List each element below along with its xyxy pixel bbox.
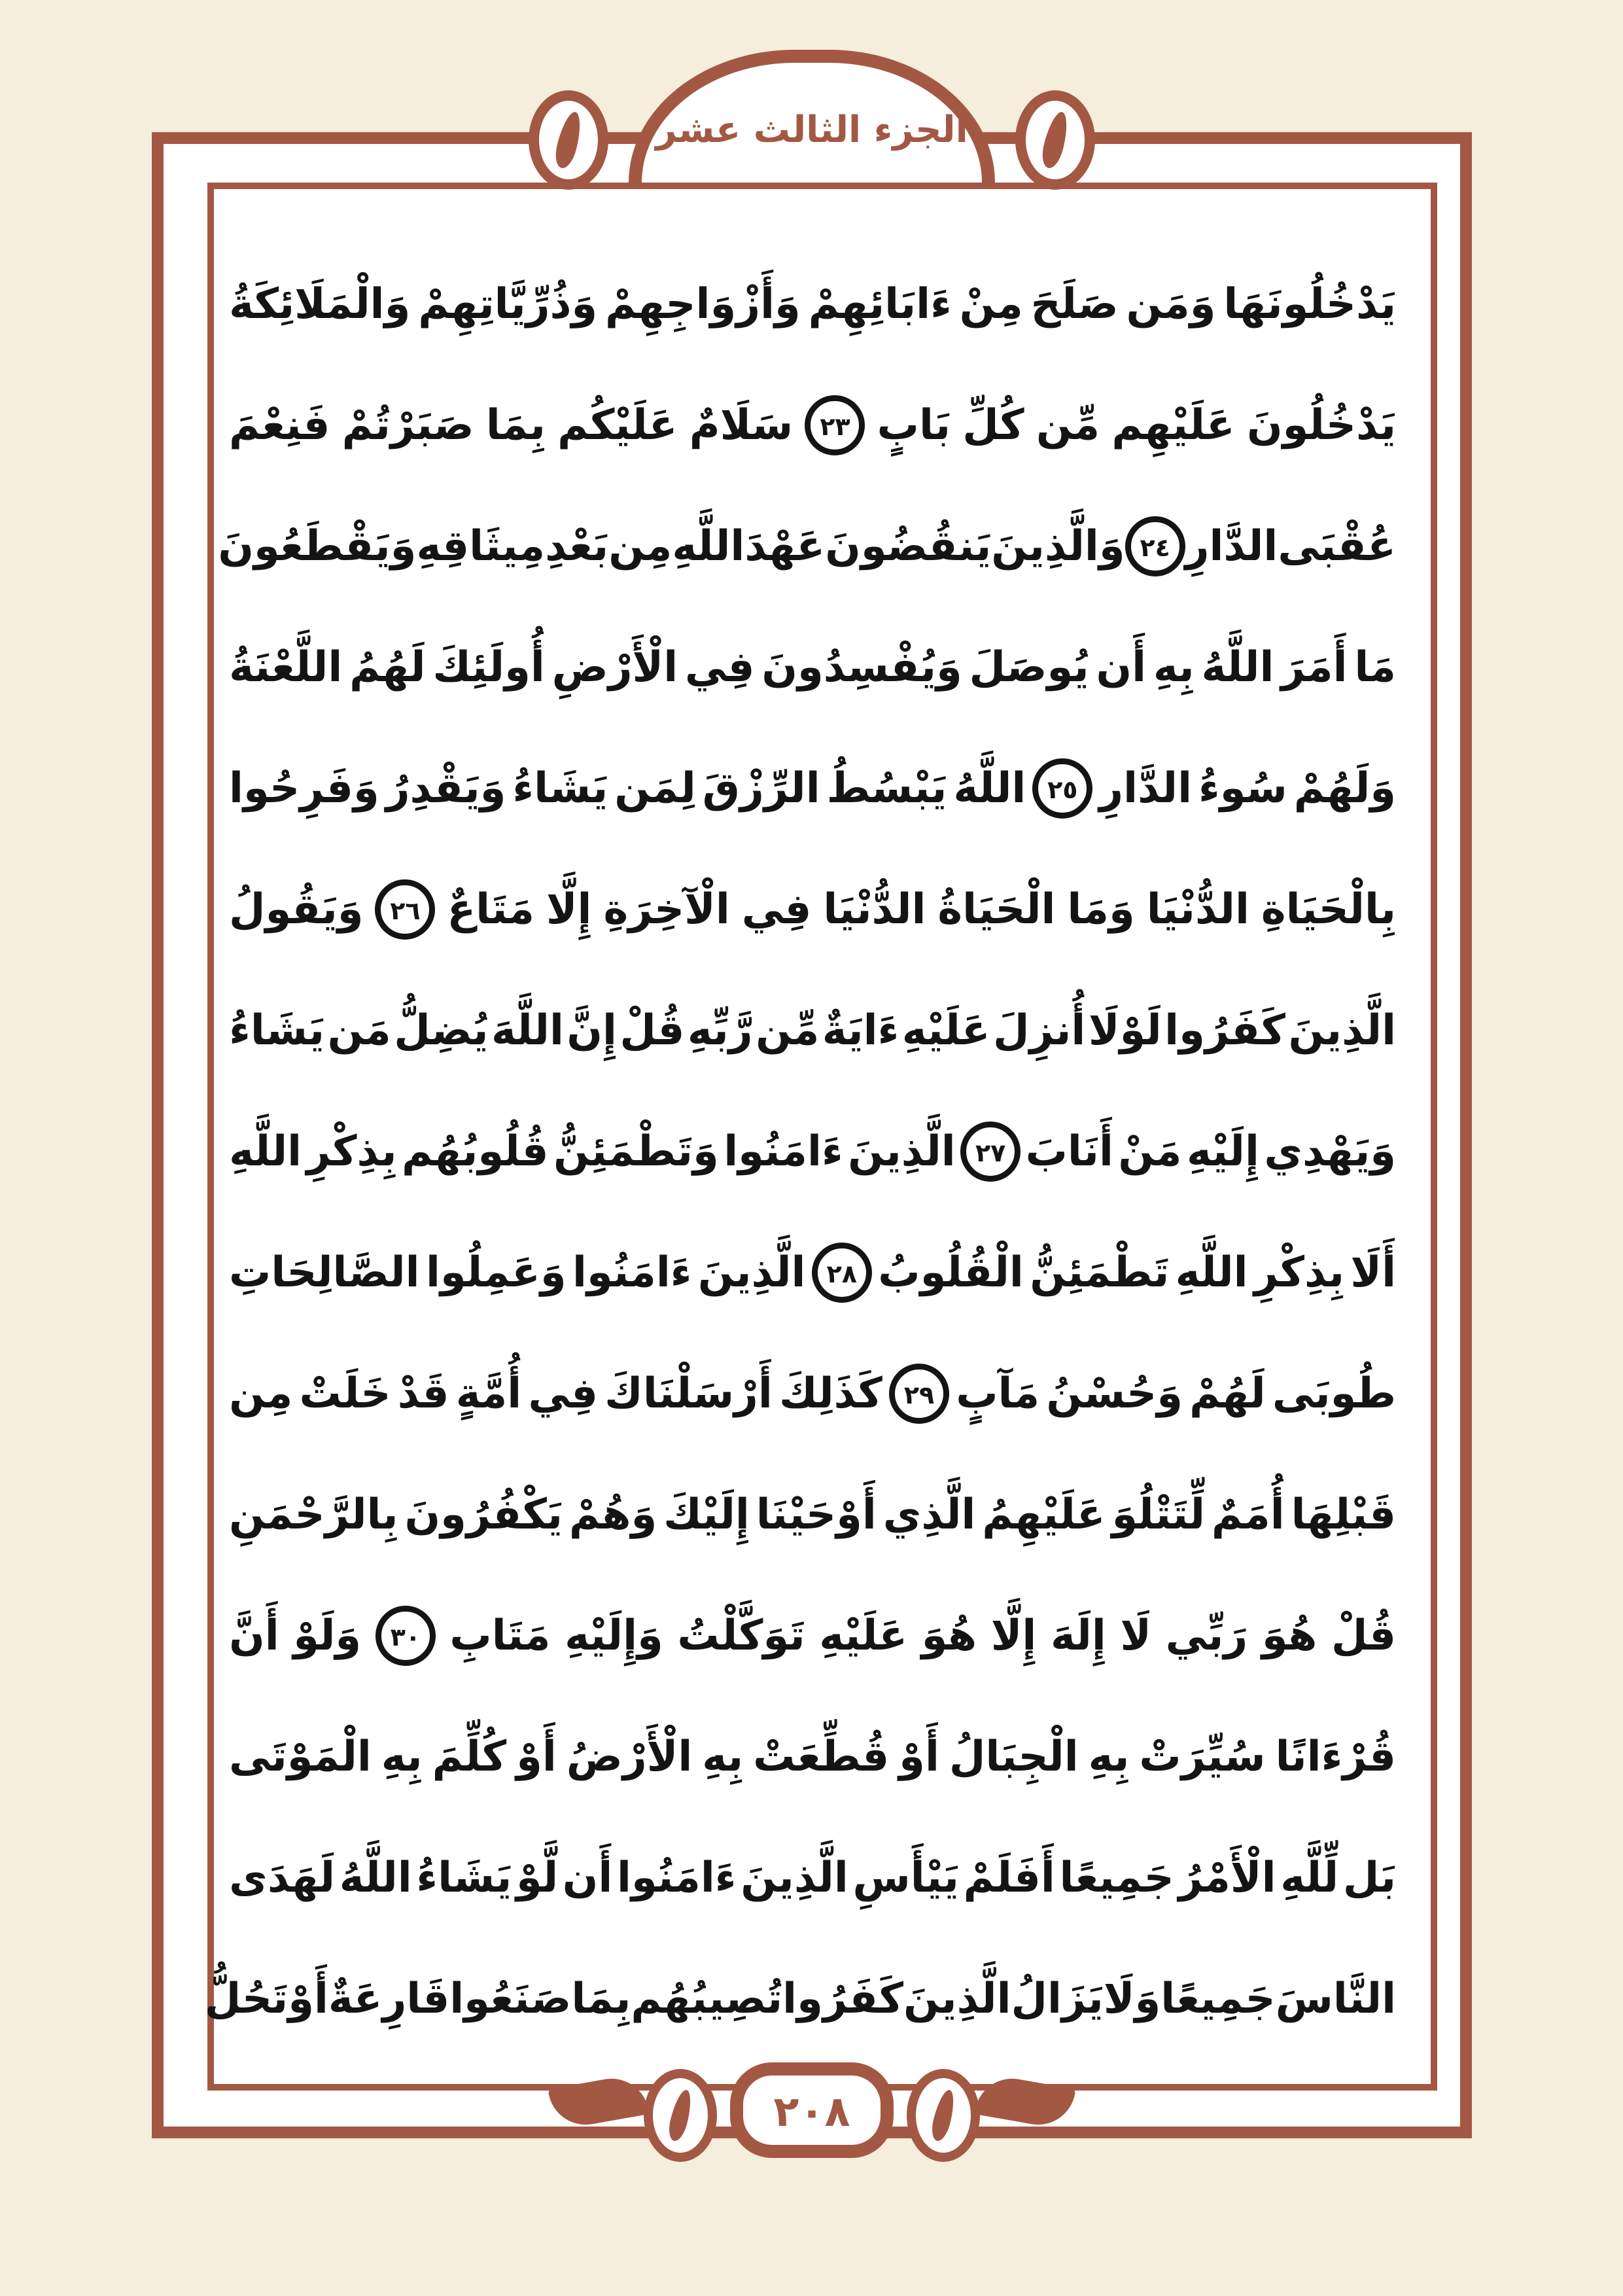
quran-line bbox=[229, 1333, 1396, 1454]
quran-line bbox=[229, 1696, 1396, 1817]
quran-word: يَنقُضُونَ bbox=[825, 521, 992, 571]
quran-word: الْأَمْرُ bbox=[1178, 1853, 1276, 1902]
quran-word: ءَامَنُوا bbox=[572, 1248, 692, 1297]
quran-word: الْأَرْضُ bbox=[566, 1732, 693, 1781]
quran-word: رَّبِّهِ bbox=[687, 1006, 753, 1055]
quran-word: سَلَامٌ bbox=[689, 400, 794, 450]
quran-word: فَنِعْمَ bbox=[229, 400, 330, 450]
quran-word: مِّن bbox=[756, 1006, 820, 1055]
quran-word: الدَّارِ bbox=[1185, 521, 1278, 571]
quran-word: بِهِ bbox=[702, 1732, 744, 1781]
quran-word: مَنْ bbox=[1118, 1127, 1182, 1176]
quran-word: أَن bbox=[1096, 643, 1147, 692]
quran-word: مِّن bbox=[1036, 400, 1100, 450]
quran-word: كَفَرُوا bbox=[782, 1974, 903, 2023]
ayah-marker: ٢٤ bbox=[1125, 516, 1185, 576]
teardrop-icon bbox=[552, 110, 585, 171]
quran-word: تَوَكَّلْتُ bbox=[677, 1611, 805, 1660]
quran-word: الَّذِينَ bbox=[697, 1248, 806, 1297]
quran-word: يَيْأَسِ bbox=[852, 1853, 959, 1902]
quran-word: ءَامَنُوا bbox=[617, 1853, 737, 1902]
ayah-marker: ٢٧ bbox=[960, 1122, 1021, 1182]
quran-word: وَالَّذِينَ bbox=[991, 521, 1125, 571]
quran-word: لَهَدَى bbox=[229, 1853, 336, 1902]
quran-word: مَن bbox=[327, 1006, 391, 1055]
quran-word: تَحُلُّ bbox=[204, 1974, 288, 2023]
teardrop-icon bbox=[929, 2088, 958, 2143]
quran-word: الدَّارِ bbox=[1099, 764, 1192, 813]
quran-word: وَعَمِلُوا bbox=[426, 1248, 567, 1297]
quran-word: الْآخِرَةِ bbox=[603, 885, 730, 934]
quran-word: اللَّهِ bbox=[672, 521, 745, 571]
page-number-cartouche bbox=[730, 2062, 894, 2158]
quran-word: إِنَّ bbox=[567, 1006, 617, 1055]
quran-line bbox=[229, 1212, 1396, 1333]
quran-word: لِمَن bbox=[614, 764, 696, 813]
quran-word: بِهِ bbox=[1153, 643, 1195, 692]
quran-word: الْمَوْتَى bbox=[229, 1732, 372, 1781]
quran-word: عَلَيْكُم bbox=[557, 400, 678, 450]
quran-word: لَا bbox=[1120, 1611, 1152, 1660]
quran-line bbox=[229, 1091, 1396, 1212]
quran-word: الَّذِينَ bbox=[848, 1127, 956, 1176]
ayah-marker: ٣٠ bbox=[375, 1606, 436, 1666]
quran-word: يَدْخُلُونَهَا bbox=[1223, 279, 1396, 328]
quran-word: قُطِّعَتْ bbox=[753, 1732, 890, 1781]
quran-word: بَابٍ bbox=[877, 400, 951, 450]
quran-word: قَارِعَةٌ bbox=[328, 1974, 450, 2023]
quran-word: كُلِّمَ bbox=[432, 1732, 507, 1781]
quran-word: الَّذِينَ bbox=[741, 1853, 848, 1902]
quran-word: طُوبَى bbox=[1272, 1369, 1396, 1418]
quran-word: قُلْ bbox=[620, 1006, 685, 1055]
quran-word: وَيُفْسِدُونَ bbox=[761, 643, 962, 692]
quran-word: وَلَوْ bbox=[293, 1611, 362, 1660]
quran-word: أَن bbox=[562, 1853, 613, 1902]
quran-word: عَلَيْهِ bbox=[901, 1006, 990, 1055]
teardrop-icon bbox=[666, 2088, 695, 2143]
quran-word: وَلَهُمْ bbox=[1293, 764, 1396, 813]
quran-word: وَمَا bbox=[1067, 885, 1135, 934]
ayah-marker: ٢٣ bbox=[805, 395, 865, 455]
quran-word: أُولَئِكَ bbox=[432, 643, 545, 692]
quran-word: ءَابَائِهِمْ bbox=[808, 279, 952, 328]
quran-word: سُيِّرَتْ bbox=[1139, 1732, 1266, 1781]
quran-word: بِذِكْرِ bbox=[1253, 1248, 1344, 1297]
quran-word: مِيثَاقِهِ bbox=[416, 521, 546, 571]
quran-word: يَشَاءُ bbox=[416, 1853, 512, 1902]
ayah-marker: ٢٥ bbox=[1032, 758, 1092, 819]
quran-word: عَلَيْهِمُ bbox=[982, 1490, 1106, 1539]
quran-word: الدُّنْيَا bbox=[823, 885, 926, 934]
quran-word: هُوَ bbox=[1261, 1611, 1318, 1660]
quran-word: وَإِلَيْهِ bbox=[565, 1611, 663, 1660]
quran-word: بَل bbox=[1342, 1853, 1396, 1902]
quran-word: وَالْمَلَائِكَةُ bbox=[229, 279, 411, 328]
quran-word: قَدْ bbox=[397, 1369, 449, 1418]
quran-word: هُوَ bbox=[921, 1611, 977, 1660]
quran-word: عَلَيْهِ bbox=[819, 1611, 908, 1660]
quran-word: الصَّالِحَاتِ bbox=[229, 1248, 420, 1297]
quran-word: يَشَاءُ bbox=[512, 764, 608, 813]
quran-word: لَوْلَا bbox=[1088, 1006, 1162, 1055]
quran-word: مَا bbox=[1354, 643, 1396, 692]
quran-word: يَكْفُرُونَ bbox=[404, 1490, 563, 1539]
quran-line bbox=[229, 1817, 1396, 1938]
quran-word: وَيَقُولُ bbox=[229, 885, 364, 934]
quran-line bbox=[229, 728, 1396, 849]
quran-word: اللَّهُ bbox=[339, 1853, 412, 1902]
quran-word: أَوْ bbox=[288, 1974, 328, 2023]
quran-word: مَتَاعٌ bbox=[447, 885, 534, 934]
quran-word: بِالرَّحْمَنِ bbox=[229, 1490, 398, 1539]
quran-word: أُمَمٌ bbox=[1211, 1490, 1285, 1539]
quran-word: سُوءُ bbox=[1198, 764, 1287, 813]
ayah-marker: ٢٦ bbox=[375, 879, 435, 940]
quran-word: وَتَطْمَئِنُّ bbox=[553, 1127, 719, 1176]
quran-word: أَفَلَمْ bbox=[963, 1853, 1055, 1902]
quran-word: الَّذِي bbox=[882, 1490, 976, 1539]
quran-word: يُوصَلَ bbox=[969, 643, 1089, 692]
quran-word: عَلَيْهِم bbox=[1111, 400, 1235, 450]
quran-word: لَهُمْ bbox=[1189, 1369, 1266, 1418]
quran-line bbox=[229, 607, 1396, 728]
quran-word: بِمَا bbox=[485, 400, 546, 450]
medallion-icon bbox=[907, 2069, 980, 2162]
quran-line bbox=[229, 364, 1396, 486]
quran-word: وَلَا bbox=[1103, 1974, 1161, 2023]
quran-line bbox=[229, 970, 1396, 1091]
quran-word: عُقْبَى bbox=[1278, 521, 1396, 571]
quran-word: أَلَا bbox=[1350, 1248, 1396, 1297]
quran-word: أَوْ bbox=[899, 1732, 939, 1781]
quran-word: بَعْدِ bbox=[545, 521, 609, 571]
quran-word: بِالْحَيَاةِ bbox=[1261, 885, 1396, 934]
juz-title-banner bbox=[629, 50, 995, 183]
quran-word: ءَايَةٌ bbox=[822, 1006, 899, 1055]
quran-word: بِمَا bbox=[571, 1974, 631, 2023]
quran-word: الدُّنْيَا bbox=[1146, 885, 1249, 934]
quran-word: الْأَرْضِ bbox=[551, 643, 678, 692]
medallion-icon bbox=[529, 90, 608, 190]
quran-word: بِهِ bbox=[381, 1732, 423, 1781]
quran-word: يَزَالُ bbox=[1011, 1974, 1104, 2023]
quran-word: مِنْ bbox=[959, 279, 1023, 328]
quran-word: اللَّهِ bbox=[1175, 1248, 1248, 1297]
quran-word: لَهُمُ bbox=[349, 643, 426, 692]
quran-word: قُرْءَانًا bbox=[1275, 1732, 1396, 1781]
quran-text bbox=[204, 243, 1396, 2059]
quran-word: قُلُوبُهُم bbox=[401, 1127, 549, 1176]
quran-word: تُصِيبُهُم bbox=[631, 1974, 783, 2023]
quran-word: الْقُلُوبُ bbox=[878, 1248, 1024, 1297]
page-number: ٢٠٨ bbox=[773, 2088, 850, 2136]
quran-word: إِلَّا bbox=[990, 1611, 1037, 1660]
quran-word: لِّتَتْلُوَ bbox=[1111, 1490, 1206, 1539]
quran-word: قَبْلِهَا bbox=[1291, 1490, 1396, 1539]
quran-word: مِن bbox=[608, 521, 672, 571]
medallion-icon bbox=[1015, 90, 1095, 190]
quran-word: عَهْدَ bbox=[744, 521, 826, 571]
quran-line bbox=[229, 1454, 1396, 1575]
quran-word: الْحَيَاةُ bbox=[937, 885, 1056, 934]
quran-word: وَفَرِحُوا bbox=[229, 764, 379, 813]
quran-word: كَفَرُوا bbox=[1164, 1006, 1285, 1055]
quran-word: مِن bbox=[229, 1369, 293, 1418]
quran-word: اللَّهِ bbox=[229, 1127, 302, 1176]
quran-word: الَّذِينَ bbox=[903, 1974, 1011, 2023]
quran-word: أَمَرَ bbox=[1281, 643, 1348, 692]
quran-word: صَلَحَ bbox=[1030, 279, 1119, 328]
quran-line bbox=[204, 1938, 1396, 2059]
ayah-marker: ٢٨ bbox=[812, 1243, 872, 1303]
quran-word: وَذُرِّيَّاتِهِمْ bbox=[418, 279, 598, 328]
quran-line bbox=[229, 243, 1396, 364]
teardrop-icon bbox=[1039, 110, 1072, 171]
quran-word: أَنَابَ bbox=[1025, 1127, 1113, 1176]
quran-word: وَأَزْوَاجِهِمْ bbox=[604, 279, 801, 328]
quran-word: إِلَيْكَ bbox=[663, 1490, 750, 1539]
quran-word: الْجِبَالُ bbox=[949, 1732, 1079, 1781]
quran-word: لِّلَّهِ bbox=[1280, 1853, 1339, 1902]
quran-word: اللَّهُ bbox=[1201, 643, 1274, 692]
quran-word: مَآبٍ bbox=[956, 1369, 1040, 1418]
quran-word: النَّاسَ bbox=[1275, 1974, 1396, 2023]
quran-word: يَشَاءُ bbox=[229, 1006, 325, 1055]
quran-word: اللَّهُ bbox=[953, 764, 1026, 813]
quran-word: أَرْسَلْنَاكَ bbox=[604, 1369, 773, 1418]
quran-word: إِلَّا bbox=[546, 885, 592, 934]
quran-word: أُمَّةٍ bbox=[455, 1369, 522, 1418]
quran-word: يُضِلُّ bbox=[394, 1006, 489, 1055]
quran-word: كُلِّ bbox=[962, 400, 1024, 450]
quran-word: أَنَّ bbox=[229, 1611, 279, 1660]
quran-word: ءَامَنُوا bbox=[724, 1127, 843, 1176]
quran-word: فِي bbox=[684, 643, 755, 692]
quran-word: صَنَعُوا bbox=[449, 1974, 572, 2023]
quran-word: أُنزِلَ bbox=[993, 1006, 1086, 1055]
medallion-icon bbox=[644, 2069, 717, 2162]
quran-word: كَذَلِكَ bbox=[779, 1369, 882, 1418]
quran-word: يَبْسُطُ bbox=[826, 764, 947, 813]
quran-word: وَحُسْنُ bbox=[1046, 1369, 1183, 1418]
quran-word: لَّوْ bbox=[515, 1853, 559, 1902]
quran-word: بِهِ bbox=[1088, 1732, 1130, 1781]
quran-word: فِي bbox=[528, 1369, 598, 1418]
quran-word: جَمِيعًا bbox=[1059, 1853, 1174, 1902]
quran-word: الَّذِينَ bbox=[1288, 1006, 1396, 1055]
quran-word: صَبَرْتُمْ bbox=[341, 400, 474, 450]
quran-word: إِلَهَ bbox=[1050, 1611, 1106, 1660]
quran-word: أَوْ bbox=[516, 1732, 557, 1781]
quran-word: يَدْخُلُونَ bbox=[1247, 400, 1396, 450]
quran-word: خَلَتْ bbox=[299, 1369, 391, 1418]
juz-title: الجزء الثالث عشر bbox=[655, 108, 968, 151]
quran-word: تَطْمَئِنُّ bbox=[1030, 1248, 1170, 1297]
quran-line bbox=[229, 849, 1396, 970]
quran-word: إِلَيْهِ bbox=[1186, 1127, 1259, 1176]
quran-word: الرِّزْقَ bbox=[702, 764, 820, 813]
quran-word: وَهُمْ bbox=[568, 1490, 657, 1539]
ayah-marker: ٢٩ bbox=[889, 1364, 949, 1424]
quran-word: جَمِيعًا bbox=[1161, 1974, 1276, 2023]
quran-word: قُلْ bbox=[1331, 1611, 1396, 1660]
quran-word: وَيَقْدِرُ bbox=[385, 764, 506, 813]
quran-word: وَمَن bbox=[1126, 279, 1216, 328]
quran-word: أَوْحَيْنَا bbox=[756, 1490, 877, 1539]
quran-word: بِذِكْرِ bbox=[306, 1127, 397, 1176]
quran-word: رَبِّي bbox=[1165, 1611, 1248, 1660]
quran-word: فِي bbox=[741, 885, 812, 934]
quran-word: اللَّعْنَةُ bbox=[229, 643, 343, 692]
quran-line bbox=[229, 1575, 1396, 1696]
quran-word: وَيَهْدِي bbox=[1264, 1127, 1396, 1176]
quran-word: اللَّهَ bbox=[491, 1006, 564, 1055]
quran-line bbox=[218, 486, 1396, 607]
quran-word: مَتَابِ bbox=[449, 1611, 551, 1660]
quran-word: وَيَقْطَعُونَ bbox=[218, 521, 417, 571]
